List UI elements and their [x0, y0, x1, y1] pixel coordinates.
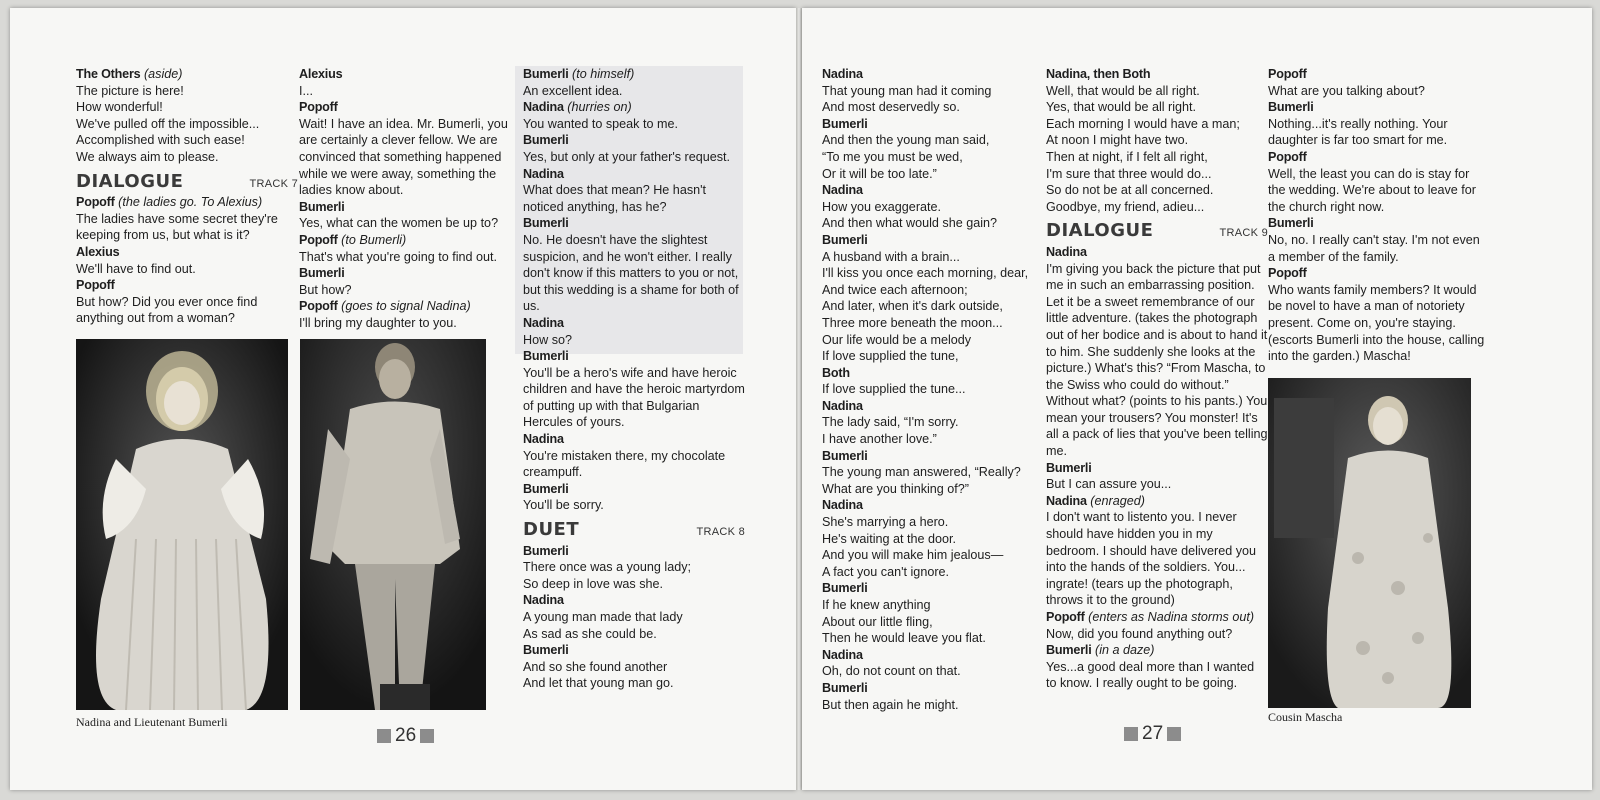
- speaker-line: [523, 132, 745, 149]
- speaker-line: [1268, 99, 1490, 116]
- speaker-line: [299, 66, 521, 83]
- libretto-line: A fact you can't ignore.: [822, 564, 950, 579]
- libretto-line: You'll be a hero's wife and have heroic children and have the heroic martyrdom of putting up with that Bulgarian Hercules of yours.: [523, 365, 745, 430]
- libretto-line: I'll kiss you once each morning, dear,: [822, 266, 1029, 281]
- speaker-name: Bumerli: [299, 266, 345, 281]
- libretto-line: The young man answered, “Really?: [822, 465, 1021, 480]
- libretto-line: If he knew anything: [822, 598, 931, 612]
- libretto-line: The ladies have some secret they're keeping from us, but what is it?: [76, 211, 278, 243]
- stage-photo-mascha: [1268, 378, 1471, 708]
- speaker-line: [523, 315, 745, 332]
- speaker-name: Bumerli: [822, 680, 868, 695]
- libretto-line: At noon I might have two.: [1046, 133, 1189, 148]
- libretto-line: If love supplied the tune...: [822, 382, 966, 397]
- libretto-line: Who wants family members? It would be novel to have a man of notoriety present. Come on, you're staying. (escorts Bumerli into the house, calling into the garden.) Mascha!: [1268, 282, 1485, 364]
- libretto-line: What are you thinking of?”: [822, 481, 970, 496]
- libretto-line: Accomplished with such ease!: [76, 133, 245, 148]
- speaker-name: Bumerli: [1046, 643, 1092, 658]
- libretto-line: Our life would be a melody: [822, 332, 972, 347]
- track-label: TRACK 8: [696, 526, 745, 539]
- speaker-line: [76, 66, 298, 83]
- page-number-text: 26: [395, 725, 417, 746]
- libretto-line: Nothing...it's really nothing. Your daughter is far too smart for me.: [1268, 116, 1448, 148]
- libretto-line: But then again he might.: [822, 697, 959, 712]
- speaker-name: Popoff: [299, 299, 338, 314]
- libretto-line: How wonderful!: [76, 100, 163, 115]
- stage-direction: (goes to signal Nadina): [341, 299, 471, 314]
- speaker-line: [1046, 460, 1268, 477]
- square-ornament: [1167, 727, 1181, 741]
- page-number: [377, 725, 434, 747]
- libretto-line: You'll be sorry.: [523, 498, 604, 513]
- libretto-line: And let that young man go.: [523, 676, 674, 691]
- libretto-line: I'm sure that three would do...: [1046, 166, 1212, 181]
- section-title: DUET: [523, 519, 580, 541]
- libretto-line: Well, the least you can do is stay for the wedding. We're about to leave for the church right now.: [1268, 166, 1476, 214]
- libretto-line: I have another love.”: [822, 432, 937, 447]
- speaker-line: [822, 448, 1044, 465]
- speaker-line: [1268, 66, 1490, 83]
- stage-direction: (to Bumerli): [341, 232, 407, 247]
- libretto-line: A husband with a brain...: [822, 249, 960, 264]
- libretto-line: You wanted to speak to me.: [523, 116, 678, 131]
- speaker-name: Nadina, then Both: [1046, 67, 1151, 81]
- speaker-name: Bumerli: [822, 581, 868, 596]
- libretto-line: Yes...a good deal more than I wanted to know. I really ought to be going.: [1046, 659, 1255, 691]
- speaker-line: [1268, 149, 1490, 166]
- speaker-name: Popoff: [299, 232, 338, 247]
- libretto-line: I'm giving you back the picture that put me in such an embarrassing position. Let it be a sweet remembrance of our little adventure. (takes the photograph out of her bodice and is about to hand it to him. She suddenly she looks at the picture.) What's this? “From Mascha, to the Swiss who could do without.” Without what? (points to his pants.) You mean your trousers? You monster! It's all a pack of lies that you've been telling me.: [1046, 261, 1268, 459]
- speaker-line: [523, 166, 745, 183]
- libretto-line: About our little fling,: [822, 614, 933, 629]
- stage-photo-nadina: [76, 339, 288, 710]
- speaker-line: [523, 642, 745, 659]
- libretto-line: No, no. I really can't stay. I'm not even a member of the family.: [1268, 232, 1480, 264]
- stage-photo-bumerli: [300, 339, 486, 710]
- right-page: [802, 8, 1592, 790]
- libretto-line: As sad as she could be.: [523, 626, 657, 641]
- speaker-name: Both: [822, 365, 850, 380]
- stage-direction: (aside): [143, 67, 183, 81]
- libretto-column: [822, 66, 1044, 713]
- speaker-line: [523, 543, 745, 560]
- section-title: DIALOGUE: [1046, 220, 1154, 242]
- speaker-name: Nadina: [822, 398, 863, 413]
- square-ornament: [1124, 727, 1138, 741]
- speaker-name: Nadina: [1046, 493, 1087, 508]
- libretto-line: And most deservedly so.: [822, 100, 960, 115]
- speaker-line: [822, 182, 1044, 199]
- speaker-line: [1046, 66, 1268, 83]
- speaker-name: Popoff: [76, 195, 115, 210]
- libretto-line: Yes, but only at your father's request.: [523, 149, 731, 164]
- speaker-name: Nadina: [523, 100, 564, 115]
- libretto-line: Each morning I would have a man;: [1046, 116, 1240, 131]
- track-label: TRACK 7: [249, 177, 298, 190]
- speaker-line: [523, 215, 745, 232]
- speaker-name: Bumerli: [299, 199, 345, 214]
- speaker-name: Popoff: [299, 100, 338, 115]
- libretto-line: There once was a young lady;: [523, 560, 692, 575]
- page-number: [1124, 723, 1181, 745]
- track-label: TRACK 9: [1219, 227, 1268, 240]
- libretto-line: But I can assure you...: [1046, 477, 1172, 492]
- libretto-line: And you will make him jealous—: [822, 548, 1004, 563]
- libretto-column: [299, 66, 521, 332]
- speaker-name: The Others: [76, 67, 141, 81]
- libretto-line: Then he would leave you flat.: [822, 631, 986, 646]
- speaker-line: [523, 66, 745, 83]
- libretto-line: And twice each afternoon;: [822, 282, 968, 297]
- libretto-column: [76, 66, 298, 327]
- speaker-line: [822, 580, 1044, 597]
- speaker-name: Bumerli: [523, 67, 569, 81]
- speaker-name: Bumerli: [523, 133, 569, 148]
- libretto-line: An excellent idea.: [523, 83, 623, 98]
- libretto-line: Oh, do not count on that.: [822, 664, 961, 679]
- stage-direction: (to himself): [572, 67, 635, 81]
- libretto-line: And so she found another: [523, 659, 668, 674]
- photo-caption: Cousin Mascha: [1268, 710, 1343, 724]
- speaker-name: Bumerli: [822, 448, 868, 463]
- speaker-line: [822, 680, 1044, 697]
- speaker-name: Bumerli: [523, 643, 569, 658]
- section-heading: [76, 170, 298, 193]
- libretto-line: So do not be at all concerned.: [1046, 183, 1214, 198]
- libretto-line: The picture is here!: [76, 83, 184, 98]
- libretto-line: Now, did you found anything out?: [1046, 626, 1233, 641]
- speaker-name: Bumerli: [523, 216, 569, 231]
- libretto-line: But how? Did you ever once find anything out from a woman?: [76, 294, 258, 326]
- libretto-line: Well, that would be all right.: [1046, 83, 1200, 98]
- stage-direction: (enters as Nadina storms out): [1088, 610, 1255, 624]
- libretto-line: How you exaggerate.: [822, 199, 942, 214]
- speaker-line: [822, 398, 1044, 415]
- speaker-name: Bumerli: [523, 481, 569, 496]
- speaker-line: [822, 365, 1044, 382]
- libretto-line: “To me you must be wed,: [822, 149, 963, 164]
- libretto-line: I...: [299, 83, 313, 98]
- libretto-line: The lady said, “I'm sorry.: [822, 415, 959, 430]
- speaker-name: Bumerli: [1046, 460, 1092, 475]
- speaker-name: Nadina: [822, 67, 863, 81]
- speaker-line: [523, 592, 745, 609]
- square-ornament: [377, 729, 391, 743]
- libretto-line: She's marrying a hero.: [822, 515, 949, 530]
- speaker-line: [1046, 609, 1268, 626]
- libretto-column: [523, 66, 745, 692]
- speaker-name: Nadina: [523, 166, 564, 181]
- left-page: [10, 8, 796, 790]
- libretto-line: What does that mean? He hasn't noticed anything, has he?: [523, 183, 707, 214]
- speaker-line: [299, 298, 521, 315]
- libretto-line: No. He doesn't have the slightest suspicion, and he won't either. I really don't know if this matters to you or not, but this wedding is a shame for both of us.: [523, 232, 739, 314]
- stage-direction: (hurries on): [567, 100, 632, 115]
- speaker-line: [1268, 265, 1490, 282]
- speaker-name: Nadina: [822, 498, 863, 513]
- speaker-line: [1046, 642, 1268, 659]
- stage-direction: (the ladies go. To Alexius): [118, 195, 263, 210]
- libretto-line: Yes, what can the women be up to?: [299, 216, 499, 231]
- speaker-line: [76, 277, 298, 294]
- speaker-name: Bumerli: [523, 349, 569, 364]
- speaker-line: [1046, 493, 1268, 510]
- speaker-name: Bumerli: [1268, 100, 1314, 115]
- libretto-column: [1268, 66, 1490, 365]
- libretto-line: And then what would she gain?: [822, 216, 998, 231]
- libretto-line: We've pulled off the impossible...: [76, 116, 260, 131]
- speaker-line: [76, 244, 298, 261]
- speaker-line: [523, 431, 745, 448]
- libretto-line: Goodbye, my friend, adieu...: [1046, 199, 1205, 214]
- speaker-line: [822, 232, 1044, 249]
- speaker-line: [523, 348, 745, 365]
- libretto-line: We'll have to find out.: [76, 261, 196, 276]
- speaker-name: Popoff: [76, 278, 115, 293]
- speaker-name: Alexius: [76, 244, 120, 259]
- section-title: DIALOGUE: [76, 170, 184, 192]
- libretto-line: I'll bring my daughter to you.: [299, 315, 457, 330]
- libretto-line: We always aim to please.: [76, 149, 219, 164]
- speaker-name: Bumerli: [822, 232, 868, 247]
- speaker-name: Bumerli: [822, 116, 868, 131]
- speaker-line: [299, 99, 521, 116]
- speaker-name: Popoff: [1268, 266, 1307, 281]
- speaker-line: [76, 194, 298, 211]
- speaker-line: [1046, 244, 1268, 261]
- speaker-line: [523, 99, 745, 116]
- libretto-line: I don't want to listento you. I never should have hidden you in my bedroom. I should have delivered you into the hands of the soldiers. You... ingrate! (tears up the photograph, throws it to the ground): [1046, 510, 1257, 608]
- libretto-line: A young man made that lady: [523, 610, 683, 624]
- stage-direction: (in a daze): [1095, 643, 1155, 658]
- libretto-line: Yes, that would be all right.: [1046, 100, 1197, 115]
- speaker-line: [822, 66, 1044, 83]
- speaker-line: [299, 199, 521, 216]
- libretto-line: You're mistaken there, my chocolate creampuff.: [523, 448, 726, 480]
- libretto-line: He's waiting at the door.: [822, 531, 957, 546]
- libretto-column: [1046, 66, 1268, 692]
- speaker-line: [822, 647, 1044, 664]
- speaker-line: [299, 265, 521, 282]
- speaker-name: Nadina: [822, 647, 863, 662]
- speaker-name: Popoff: [1268, 67, 1307, 81]
- libretto-line: How so?: [523, 332, 572, 347]
- speaker-name: Popoff: [1046, 610, 1085, 624]
- speaker-name: Popoff: [1268, 149, 1307, 164]
- speaker-line: [523, 481, 745, 498]
- libretto-line: So deep in love was she.: [523, 576, 664, 591]
- libretto-line: And later, when it's dark outside,: [822, 299, 1003, 314]
- libretto-line: If love supplied the tune,: [822, 349, 959, 364]
- libretto-line: What are you talking about?: [1268, 83, 1425, 98]
- speaker-name: Nadina: [523, 432, 564, 447]
- libretto-line: That young man had it coming: [822, 83, 992, 98]
- speaker-name: Bumerli: [523, 543, 569, 558]
- page-number-text: 27: [1142, 723, 1164, 744]
- speaker-name: Nadina: [523, 593, 564, 608]
- speaker-name: Alexius: [299, 67, 343, 81]
- section-heading: [1046, 220, 1268, 242]
- speaker-name: Nadina: [1046, 244, 1087, 259]
- photo-caption: Nadina and Lieutenant Bumerli: [76, 715, 228, 729]
- speaker-name: Bumerli: [1268, 216, 1314, 231]
- libretto-line: And then the young man said,: [822, 133, 990, 148]
- speaker-line: [299, 232, 521, 249]
- speaker-line: [822, 116, 1044, 133]
- section-heading: [523, 519, 745, 541]
- libretto-line: But how?: [299, 282, 352, 297]
- speaker-name: Nadina: [822, 183, 863, 198]
- stage-direction: (enraged): [1090, 493, 1145, 508]
- speaker-line: [1268, 215, 1490, 232]
- libretto-line: That's what you're going to find out.: [299, 249, 498, 264]
- libretto-line: Wait! I have an idea. Mr. Bumerli, you are certainly a clever fellow. We are convinced that something happened while we were away, something the ladies know about.: [299, 116, 508, 198]
- square-ornament: [420, 729, 434, 743]
- speaker-name: Nadina: [523, 315, 564, 330]
- libretto-line: Then at night, if I felt all right,: [1046, 149, 1208, 164]
- speaker-line: [822, 497, 1044, 514]
- libretto-line: Three more beneath the moon...: [822, 315, 1003, 330]
- libretto-line: Or it will be too late.”: [822, 166, 937, 181]
